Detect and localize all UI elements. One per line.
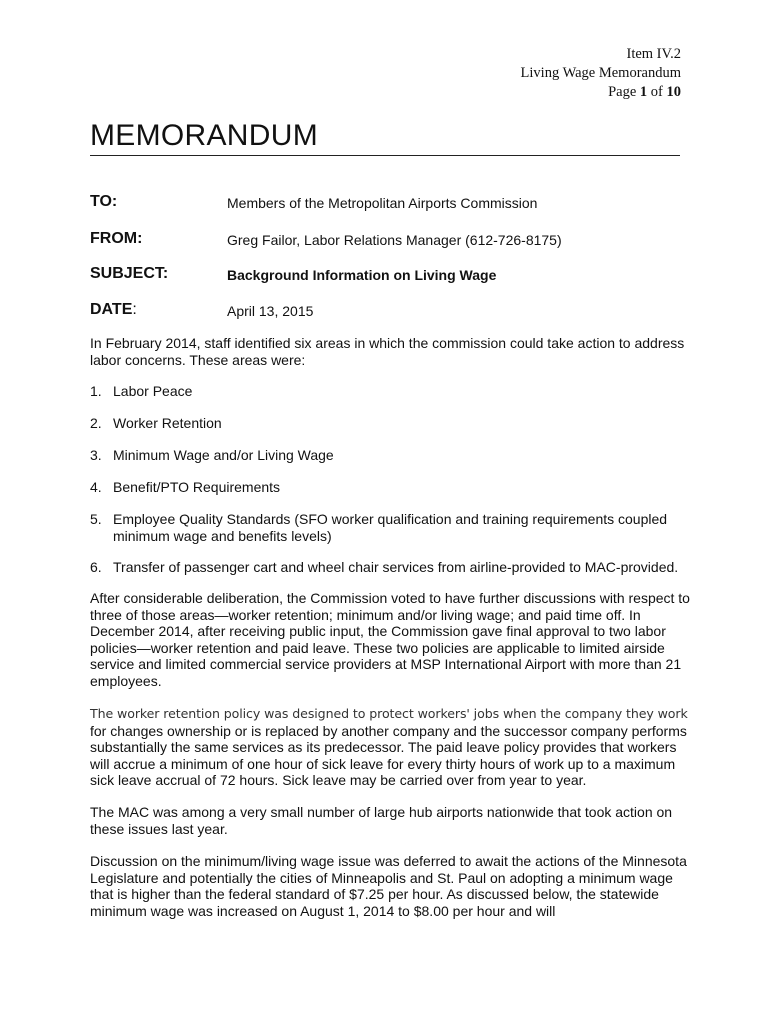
date-label-colon: : (132, 301, 137, 318)
subject-label: SUBJECT: (90, 265, 169, 282)
page-indicator (521, 83, 681, 102)
to-value: Members of the Metropolitan Airports Commission (227, 195, 538, 211)
list-item (90, 479, 690, 496)
list-item (90, 415, 690, 432)
paragraph-retention-rest: for changes ownership or is replaced by another company and the successor company performs substantially the same services as its predecessor. The paid leave policy provides that workers will accrue a minimum of one hour of sick leave for every thirty hours of work up to a maximum sick leave accrual of 72 hours. Sick leave may be carried over from year to year. (90, 722, 687, 788)
list-text: Worker Retention (113, 415, 222, 431)
document-name: Living Wage Memorandum (520, 65, 681, 81)
paragraph-hub-airports: The MAC was among a very small number of large hub airports nationwide that took action on these issues last year. (90, 804, 673, 837)
list-text: Minimum Wage and/or Living Wage (113, 447, 334, 463)
paragraph-retention (90, 706, 690, 789)
page-total: 10 (666, 84, 681, 100)
title-divider (90, 155, 680, 156)
page-of: of (650, 84, 663, 100)
to-label: TO: (90, 193, 118, 210)
list-item (90, 559, 690, 576)
list-number: 5. (90, 511, 102, 527)
list-number: 3. (90, 447, 102, 463)
list-text: Benefit/PTO Requirements (113, 479, 281, 495)
memo-title: MEMORANDUM (90, 119, 318, 152)
page-current: 1 (639, 84, 648, 100)
list-text: Employee Quality Standards (SFO worker qualification and training requirements coupled minimum wage and benefits levels) (113, 511, 668, 544)
list-item (90, 511, 690, 544)
list-item (90, 383, 690, 400)
subject-value: Background Information on Living Wage (227, 267, 497, 283)
paragraph-minimum-wage: Discussion on the minimum/living wage issue was deferred to await the actions of the Minnesota Legislature and potentially the cities of Minneapolis and St. Paul on adopting a minimum wage that is higher than the federal standard of $7.25 per hour. As discussed below, the statewide minimum wage was increased on August 1, 2014 to $8.00 per hour and will (90, 853, 687, 919)
date-value: April 13, 2015 (227, 303, 314, 319)
from-value: Greg Failor, Labor Relations Manager (612-726-8175) (227, 232, 562, 248)
list-item (90, 447, 690, 464)
item-number: Item IV.2 (626, 46, 681, 62)
list-number: 1. (90, 383, 102, 399)
list-text: Labor Peace (113, 383, 193, 399)
intro-paragraph: In February 2014, staff identified six areas in which the commission could take action to address labor concerns. These areas were: (90, 335, 685, 368)
list-text: Transfer of passenger cart and wheel chair services from airline-provided to MAC-provided. (113, 559, 679, 575)
list-number: 2. (90, 415, 102, 431)
list-number: 4. (90, 479, 102, 495)
date-label (90, 300, 137, 320)
from-label: FROM: (90, 230, 143, 247)
paragraph-policies: After considerable deliberation, the Commission voted to have further discussions with respect to three of those areas—worker retention; minimum and/or living wage; and paid time off. In December 2014, after receiving public input, the Commission gave final approval to two labor policies—worker retention and paid leave. These two policies are applicable to limited airside service and limited commercial service providers at MSP International Airport with more than 21 employees. (90, 590, 690, 689)
date-label-text: DATE (90, 301, 133, 318)
list-number: 6. (90, 559, 102, 575)
document-header (521, 45, 681, 102)
page-prefix: Page (608, 84, 637, 100)
paragraph-retention-first-line: The worker retention policy was designed to protect workers' jobs when the company they work (90, 706, 688, 721)
